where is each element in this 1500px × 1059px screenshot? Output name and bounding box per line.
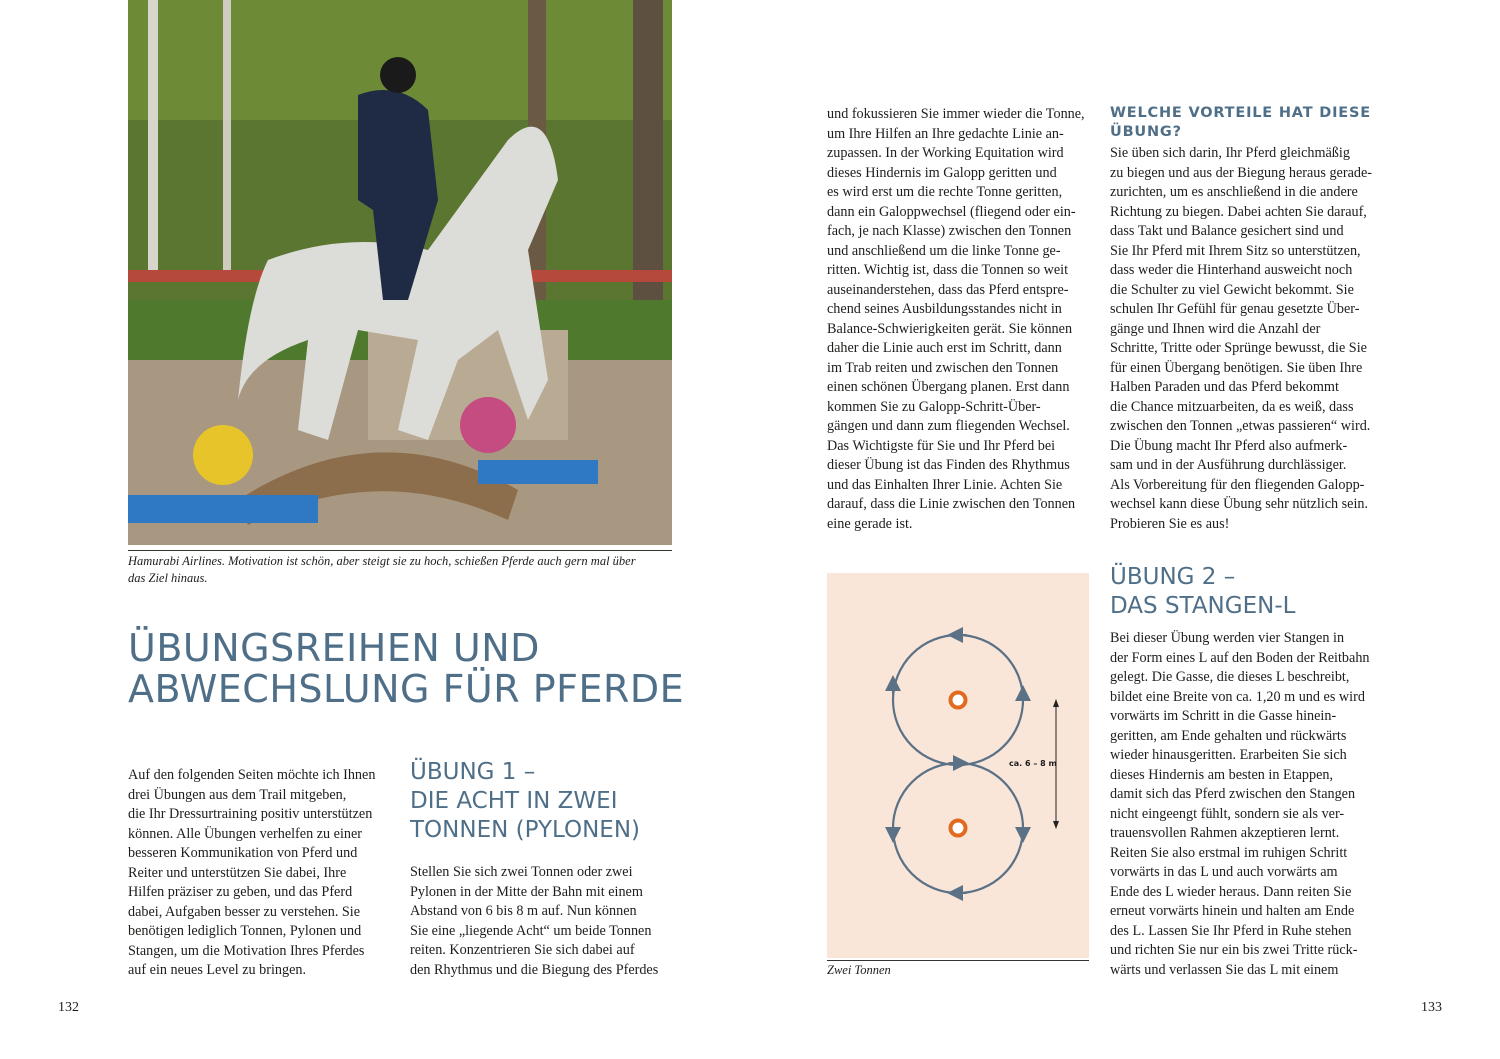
text-line: dieses Hindernis am besten in Etappen, [1110,766,1334,783]
text-line: Halben Paraden und das Pferd bekommt [1110,379,1339,395]
text-line: des L. Lassen Sie Ihr Pferd in Ruhe stehen [1110,922,1352,939]
text-line: Ende des L wieder heraus. Dann reiten Sie [1110,883,1352,900]
text-line: Reiten Sie also erstmal im ruhigen Schritt [1110,844,1348,861]
text-line: Sie üben sich darin, Ihr Pferd gleichmäßig [1110,145,1350,161]
text-line: Reiter und unterstützen Sie dabei, Ihre [128,864,347,881]
text-line: und das Einhalten Ihrer Linie. Achten Sie [827,476,1063,493]
text-line: damit sich das Pferd zwischen den Stangen [1110,786,1356,802]
text-line: dass Takt und Balance gesichert sind und [1110,223,1344,239]
exercise2-paragraph [1110,629,1370,980]
text-line: zurichten, um es anschließend in die andere [1110,184,1358,200]
text-line: schulen Ihr Gefühl für genau gesetzte Über- [1110,301,1360,317]
text-line: ÜBUNG 2 – [1110,564,1236,590]
text-line: dieser Übung ist das Finden des Rhythmus [827,457,1070,473]
text-line: fach, je nach Klasse) zwischen den Tonnen [827,223,1072,239]
text-line: vorwärts im Schritt in die Gasse hinein- [1110,708,1337,724]
text-line: eine gerade ist. [827,515,913,532]
text-line: ritten. Wichtig ist, dass die Tonnen so weit [827,262,1069,278]
page-number-left: 132 [58,1000,79,1015]
text-line: Sie Ihr Pferd mit Ihrem Sitz so unterstützen, [1110,242,1361,259]
exercise1-continued-paragraph [827,105,1085,534]
text-line: TONNEN (PYLONEN) [410,817,641,843]
text-line: sam und in der Ausführung durchlässiger. [1110,457,1347,473]
benefits-paragraph [1110,144,1372,534]
caption-line: Hamurabi Airlines. Motivation ist schön, aber steigt sie zu hoch, schießen Pferde auch gern mal über [128,554,636,568]
exercise2-heading [1110,563,1295,621]
distance-label: ca. 6 – 8 m [1009,759,1057,768]
text-line: und fokussieren Sie immer wieder die Tonne, [827,106,1085,122]
text-line: im Trab reiten und zwischen den Tonnen [827,359,1059,376]
text-line: darauf, dass die Linie zwischen den Tonnen [827,496,1076,512]
text-line: zu biegen und aus der Biegung heraus gerade- [1110,164,1372,181]
text-line: wieder hinausgeritten. Erarbeiten Sie sich [1110,747,1347,763]
text-line: zupassen. In der Working Equitation wird [827,145,1064,161]
text-line: Balance-Schwierigkeiten gerät. Sie können [827,320,1073,337]
title-line: ÜBUNGSREIHEN UND [128,626,540,670]
text-line: kommen Sie zu Galopp-Schritt-Über- [827,398,1041,415]
text-line: gelegt. Die Gasse, die dieses L beschreibt, [1110,669,1350,685]
text-line: Hilfen präziser zu geben, und das Pferd [128,884,353,900]
text-line: Auf den folgenden Seiten möchte ich Ihnen [128,767,376,783]
text-line: Stellen Sie sich zwei Tonnen oder zwei [410,864,633,880]
text-line: DIE ACHT IN ZWEI [410,788,618,814]
figure-eight-diagram [827,573,1089,958]
horse-jumping-photo [128,0,672,545]
text-line: Abstand von 6 bis 8 m auf. Nun können [410,903,637,919]
text-line: und richten Sie nur ein bis zwei Tritte rück- [1110,942,1358,958]
text-line: geritten, am Ende gehalten und rückwärts [1110,727,1347,744]
text-line: Bei dieser Übung werden vier Stangen in [1110,630,1345,646]
text-line: dass weder die Hinterhand ausweicht noch [1110,262,1353,278]
text-line: trauensvollen Rahmen akzeptieren lernt. [1110,825,1340,841]
text-line: die Schulter zu viel Gewicht bekommt. Sie [1110,281,1354,298]
text-line: dabei, Aufgaben besser zu verstehen. Sie [128,903,361,920]
exercise1-heading [410,758,640,845]
text-line: Richtung zu biegen. Dabei achten Sie darauf, [1110,203,1367,220]
photo-caption [128,553,636,587]
text-line: und anschließend um die linke Tonne ge- [827,242,1061,259]
text-line: gängen und dann zum fliegenden Wechsel. [827,418,1070,434]
text-line: zwischen den Tonnen „etwas passieren“ wird. [1110,418,1371,434]
text-line: bildet eine Breite von ca. 1,20 m und es wird [1110,688,1365,705]
diagram-caption-rule [827,960,1089,961]
text-line: daher die Linie auch erst im Schritt, dann [827,340,1062,356]
text-line: gänge und Ihnen wird die Anzahl der [1110,320,1321,337]
title-line: ABWECHSLUNG FÜR PFERDE [128,667,685,711]
text-line: dieses Hindernis im Galopp geritten und [827,164,1057,181]
caption-line: das Ziel hinaus. [128,571,208,585]
text-line: Die Übung macht Ihr Pferd also aufmerk- [1110,437,1348,454]
text-line: es wird erst um die rechte Tonne geritten, [827,184,1063,200]
exercise1-paragraph [410,863,658,980]
text-line: wärts und verlassen Sie das L mit einem [1110,961,1339,978]
text-line: um Ihre Hilfen an Ihre gedachte Linie an- [827,125,1064,142]
text-line: vorwärts in das L und auch vorwärts am [1110,864,1338,880]
text-line: ÜBUNG? [1110,124,1182,140]
text-line: Probieren Sie es aus! [1110,515,1230,532]
barrel-icon [951,693,966,708]
text-line: können. Alle Übungen verhelfen zu einer [128,825,363,842]
text-line: auseinanderstehen, dass das Pferd entspre- [827,281,1069,298]
text-line: Sie eine „liegende Acht“ um beide Tonnen [410,922,652,939]
text-line: Pylonen in der Mitte der Bahn mit einem [410,883,643,900]
text-line: Als Vorbereitung für den fliegenden Galopp- [1110,476,1365,493]
text-line: Stangen, um die Motivation Ihres Pferdes [128,942,365,959]
text-line: reiten. Konzentrieren Sie sich dabei auf [410,942,635,958]
text-line: dann ein Galoppwechsel (fliegend oder ein- [827,203,1076,220]
text-line: für einen Übergang benötigen. Sie üben Ihre [1110,359,1363,376]
barrel-icon [951,821,966,836]
page-number-right: 133 [1421,1000,1442,1015]
text-line: die Chance mitzuarbeiten, da es weiß, dass [1110,398,1354,415]
benefits-heading [1110,104,1371,142]
text-line: Schritte, Tritte oder Sprünge bewusst, die Sie [1110,340,1367,356]
text-line: nicht eingeengt fühlt, sondern sie als ver- [1110,805,1345,822]
chapter-title [128,628,684,710]
text-line: erneut vorwärts hinein und halten am Ende [1110,903,1355,919]
text-line: die Ihr Dressurtraining positiv unterstützen [128,806,373,822]
text-line: besseren Kommunikation von Pferd und [128,845,358,861]
text-line: auf ein neues Level zu bringen. [128,962,307,978]
text-line: den Rhythmus und die Biegung des Pferdes [410,961,659,978]
text-line: drei Übungen aus dem Trail mitgeben, [128,786,347,803]
text-line: chend seines Ausbildungsstandes nicht in [827,301,1062,317]
text-line: wechsel kann diese Übung sehr nützlich sein. [1110,496,1369,512]
text-line: WELCHE VORTEILE HAT DIESE [1110,105,1371,121]
text-line: ÜBUNG 1 – [410,759,536,785]
text-line: DAS STANGEN-L [1110,593,1296,619]
caption-rule [128,550,672,551]
diagram-caption: Zwei Tonnen [827,963,891,977]
text-line: benötigen lediglich Tonnen, Pylonen und [128,923,362,939]
text-line: der Form eines L auf den Boden der Reitbahn [1110,649,1370,666]
text-line: einen schönen Übergang planen. Erst dann [827,379,1070,395]
intro-paragraph [128,766,375,981]
text-line: Das Wichtigste für Sie und Ihr Pferd bei [827,437,1056,454]
